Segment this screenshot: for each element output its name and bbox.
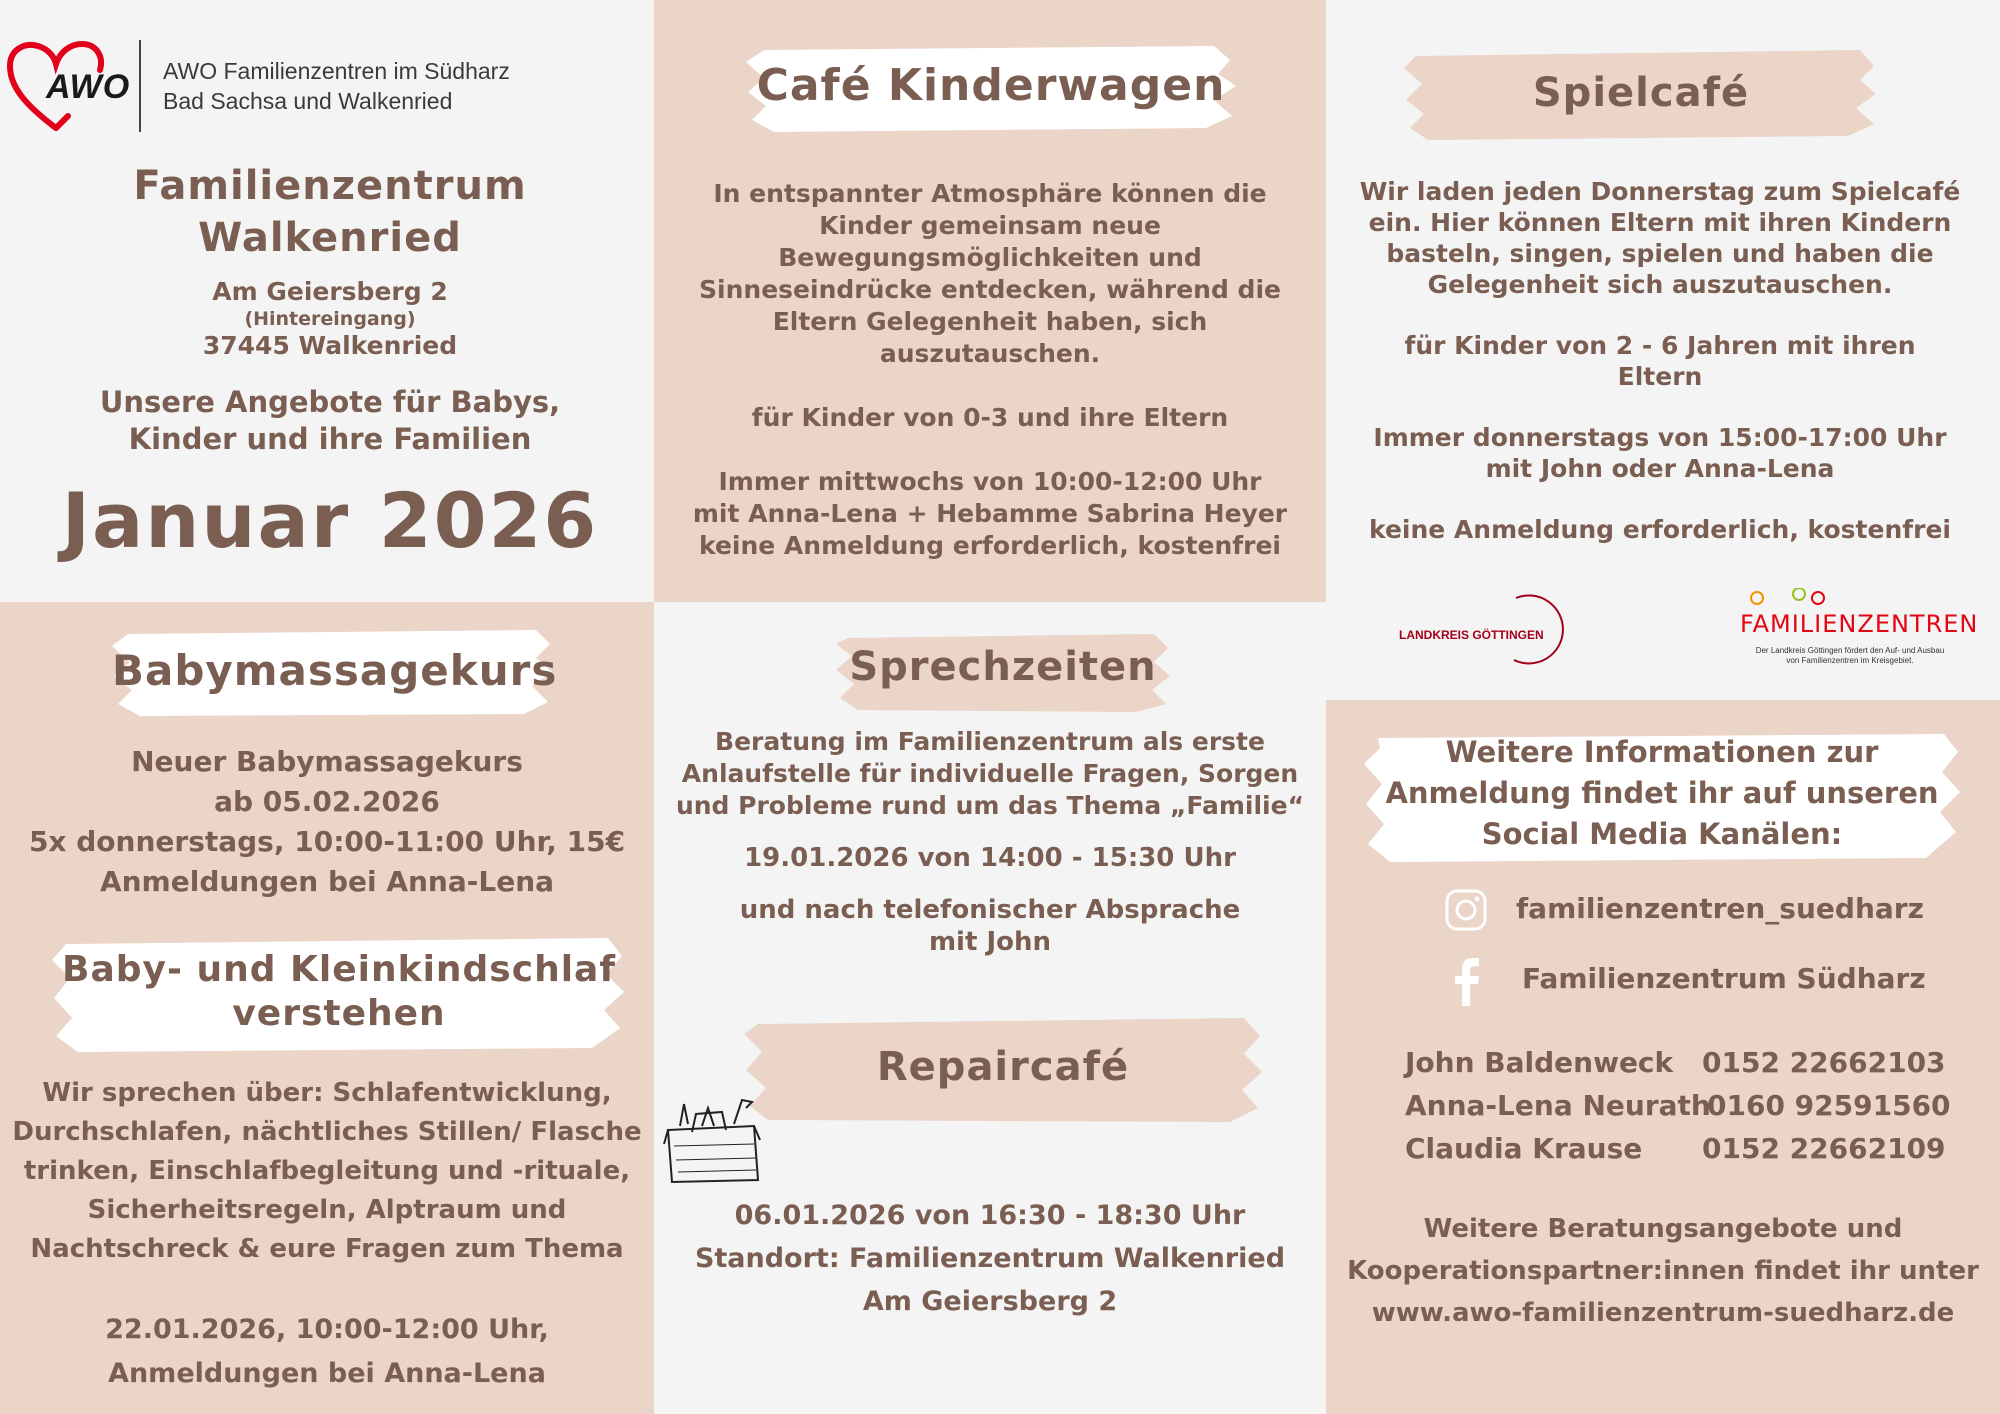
cafe-kinderwagen-title-brush	[744, 40, 1238, 136]
bm-line-3: 5x donnerstags, 10:00-11:00 Uhr, 15€	[28, 825, 626, 858]
sprechzeiten-date: 19.01.2026 von 14:00 - 15:30 Uhr	[744, 843, 1236, 873]
title-line-2: Walkenried	[198, 215, 462, 261]
repaircafe-title-brush	[744, 1014, 1262, 1126]
spielcafe-title-brush	[1404, 44, 1878, 144]
ck-desc-5: Eltern Gelegenheit haben, sich	[772, 307, 1208, 336]
sc-desc-2: ein. Hier können Eltern mit ihren Kindern	[1368, 208, 1952, 237]
month-heading: Januar 2026	[61, 476, 599, 565]
cafe-kinderwagen-schedule	[670, 466, 1310, 562]
landkreis-logo-text: LANDKREIS GÖTTINGEN	[1399, 628, 1544, 642]
rc-line-3: Am Geiersberg 2	[862, 1286, 1118, 1317]
bm-line-2: ab 05.02.2026	[214, 785, 440, 818]
footer-line-1: Weitere Beratungsangebote und	[1423, 1214, 1903, 1244]
schlaf-desc-2: Durchschlafen, nächtliches Stillen/ Flasche	[12, 1117, 642, 1147]
familienzentren-sub-2: von Familienzentren im Kreisgebiet.	[1786, 656, 1914, 665]
repaircafe-title: Repaircafé	[876, 1044, 1130, 1090]
schlaf-desc	[10, 1074, 644, 1269]
address-line-2: 37445 Walkenried	[202, 331, 458, 360]
ck-desc-3: Bewegungsmöglichkeiten und	[778, 243, 1202, 272]
sc-audience-1: für Kinder von 2 - 6 Jahren mit ihren	[1404, 331, 1916, 360]
cafe-kinderwagen-title: Café Kinderwagen	[756, 60, 1226, 111]
babymassage-details	[10, 742, 644, 902]
schlaf-desc-4: Sicherheitsregeln, Alptraum und	[87, 1195, 567, 1225]
bm-line-4: Anmeldungen bei Anna-Lena	[99, 865, 555, 898]
address-line-1: Am Geiersberg 2	[212, 277, 448, 306]
schlaf-date-2: Anmeldungen bei Anna-Lena	[108, 1358, 546, 1389]
familienzentren-logo	[1740, 588, 1979, 678]
info-title-brush	[1364, 728, 1960, 868]
schlaf-title-line-2: verstehen	[232, 993, 446, 1034]
schlaf-desc-1: Wir sprechen über: Schlafentwicklung,	[42, 1078, 612, 1108]
familienzentren-logo-text: FAMILIENZENTREN	[1740, 610, 1979, 638]
sc-schedule-1: Immer donnerstags von 15:00-17:00 Uhr	[1373, 423, 1947, 452]
ck-desc-4: Sinneseindrücke entdecken, während die	[699, 275, 1281, 304]
rc-line-1: 06.01.2026 von 16:30 - 18:30 Uhr	[734, 1200, 1246, 1231]
header-divider	[139, 40, 141, 132]
info-title-2: Anmeldung findet ihr auf unseren	[1385, 776, 1939, 810]
facebook-icon[interactable]	[1452, 954, 1482, 1006]
sz-desc-3: und Probleme rund um das Thema „Familie“	[675, 791, 1305, 820]
figure-head-red	[1812, 592, 1824, 604]
repaircafe-details	[660, 1194, 1320, 1323]
info-title-1: Weitere Informationen zur	[1445, 735, 1879, 769]
bm-line-1: Neuer Babymassagekurs	[131, 745, 523, 778]
intro-subtitle	[20, 384, 640, 458]
familienzentren-sub-1: Der Landkreis Göttingen fördert den Auf- und Ausbau	[1755, 646, 1945, 655]
subtitle-line-1: Unsere Angebote für Babys,	[99, 385, 561, 419]
schlaf-title-brush	[52, 934, 626, 1056]
spielcafe-audience	[1340, 330, 1980, 392]
ck-desc-2: Kinder gemeinsam neue	[819, 211, 1161, 240]
figure-head-green	[1793, 588, 1805, 600]
subtitle-line-2: Kinder und ihre Familien	[128, 422, 532, 456]
sc-desc-4: Gelegenheit sich auszutauschen.	[1427, 270, 1893, 299]
sz-extra-2: mit John	[928, 927, 1052, 957]
facebook-page[interactable]: Familienzentrum Südharz	[1522, 962, 1926, 995]
cafe-kinderwagen-audience: für Kinder von 0-3 und ihre Eltern	[751, 403, 1229, 432]
sz-desc-2: Anlaufstelle für individuelle Fragen, Sorgen	[681, 759, 1299, 788]
contact-phone[interactable]: 0160 92591560	[1707, 1089, 1951, 1122]
sc-schedule-2: mit John oder Anna-Lena	[1485, 454, 1835, 483]
ck-desc-6: auszutauschen.	[879, 339, 1101, 368]
spielcafe-note: keine Anmeldung erforderlich, kostenfrei	[1369, 515, 1951, 544]
spielcafe-desc	[1340, 176, 1980, 300]
awo-logo-text: AWO	[46, 68, 131, 106]
address	[20, 276, 640, 362]
babymassage-title: Babymassagekurs	[112, 646, 558, 695]
ck-schedule-3: keine Anmeldung erforderlich, kostenfrei	[699, 531, 1281, 560]
instagram-icon[interactable]	[1444, 888, 1488, 932]
rc-line-2: Standort: Familienzentrum Walkenried	[694, 1243, 1286, 1274]
sprechzeiten-extra	[660, 894, 1320, 958]
ck-desc-1: In entspannter Atmosphäre können die	[713, 179, 1267, 208]
sc-desc-3: basteln, singen, spielen und haben die	[1386, 239, 1934, 268]
contact-name: Claudia Krause	[1405, 1132, 1643, 1165]
contact-name: Anna-Lena Neurath	[1405, 1089, 1711, 1122]
contact-phone[interactable]: 0152 22662109	[1702, 1132, 1946, 1165]
schlaf-title-line-1: Baby- und Kleinkindschlaf	[62, 949, 616, 990]
sprechzeiten-title: Sprechzeiten	[849, 644, 1157, 690]
spielcafe-title: Spielcafé	[1532, 70, 1750, 116]
sprechzeiten-desc	[660, 726, 1320, 822]
sprechzeiten-title-brush	[836, 630, 1170, 714]
footer-line-2: Kooperationspartner:innen findet ihr unter	[1347, 1256, 1979, 1286]
instagram-handle[interactable]: familienzentren_suedharz	[1516, 892, 1924, 925]
info-title	[1364, 732, 1960, 855]
contact-name: John Baldenweck	[1405, 1046, 1674, 1079]
cafe-kinderwagen-desc	[670, 178, 1310, 370]
figure-head-orange	[1751, 592, 1763, 604]
address-note: (Hintereingang)	[244, 308, 416, 330]
schlaf-title	[52, 948, 626, 1036]
toolbox-icon	[662, 1096, 762, 1184]
landkreis-logo	[1396, 590, 1580, 668]
org-line-1: AWO Familienzentren im Südharz	[163, 58, 510, 84]
ck-schedule-2: mit Anna-Lena + Hebamme Sabrina Heyer	[692, 499, 1288, 528]
spielcafe-schedule	[1340, 422, 1980, 484]
schlaf-desc-3: trinken, Einschlafbegleitung und -rituale,	[23, 1156, 631, 1186]
sc-desc-1: Wir laden jeden Donnerstag zum Spielcafé	[1359, 177, 1961, 206]
babymassage-title-brush	[112, 624, 558, 720]
schlaf-desc-5: Nachtschreck & eure Fragen zum Thema	[30, 1234, 624, 1264]
page-title	[20, 160, 640, 264]
info-title-3: Social Media Kanälen:	[1481, 817, 1843, 851]
awo-logo	[4, 38, 134, 134]
org-line-2: Bad Sachsa und Walkenried	[163, 88, 453, 114]
sz-desc-1: Beratung im Familienzentrum als erste	[715, 727, 1265, 756]
info-footer	[1336, 1208, 1990, 1334]
sc-audience-2: Eltern	[1617, 362, 1703, 391]
contact-phone[interactable]: 0152 22662103	[1702, 1046, 1946, 1079]
schlaf-date	[10, 1308, 644, 1396]
sz-extra-1: und nach telefonischer Absprache	[739, 895, 1241, 925]
schlaf-date-1: 22.01.2026, 10:00-12:00 Uhr,	[105, 1314, 549, 1345]
website-link[interactable]: www.awo-familienzentrum-suedharz.de	[1371, 1298, 1955, 1328]
ck-schedule-1: Immer mittwochs von 10:00-12:00 Uhr	[718, 467, 1262, 496]
title-line-1: Familienzentrum	[133, 163, 527, 209]
